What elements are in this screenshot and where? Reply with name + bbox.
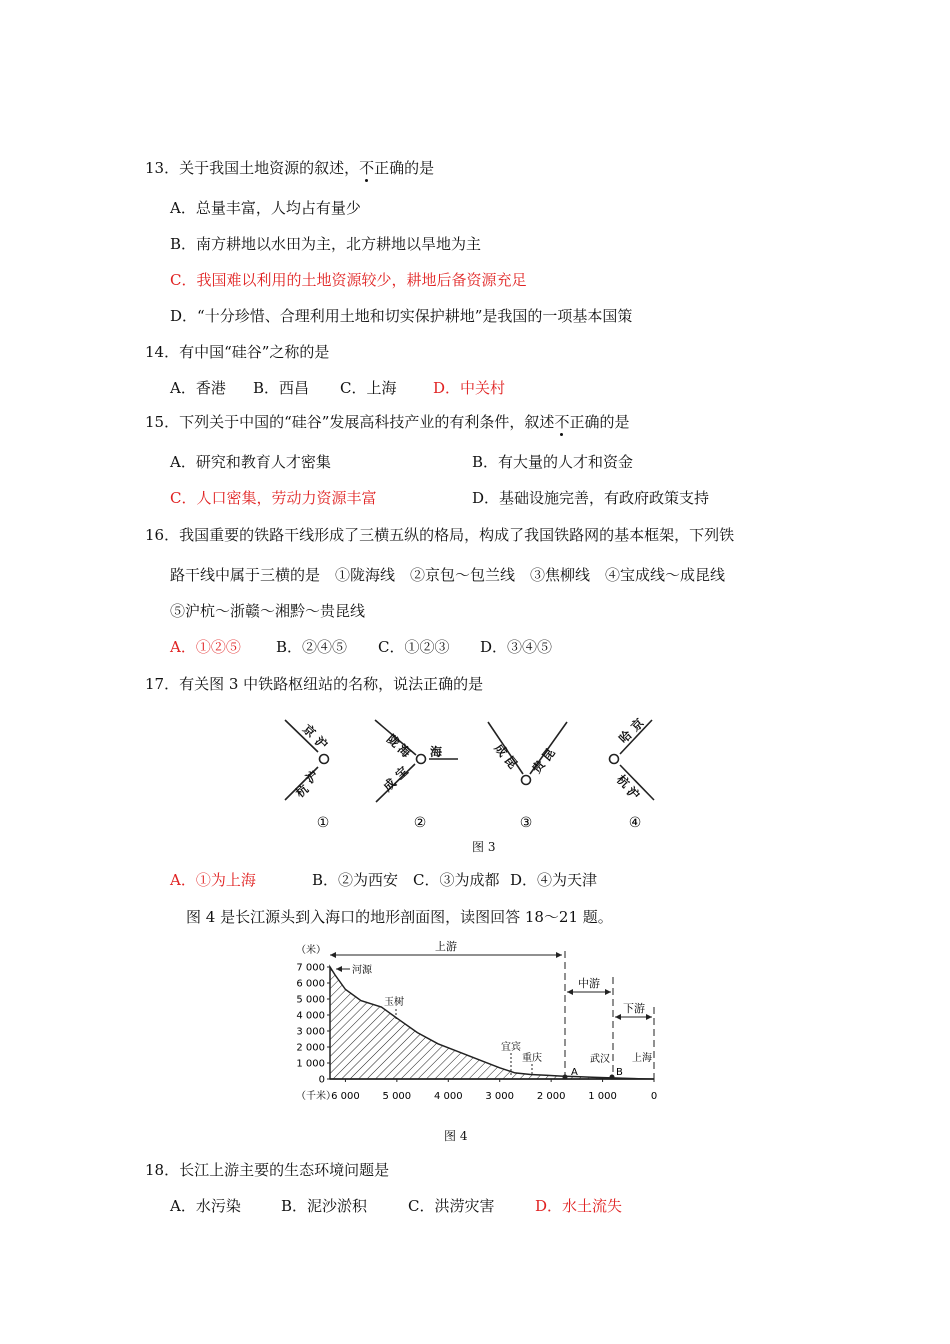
y-tick-label: 2 000	[296, 1042, 325, 1054]
point-b-marker	[610, 1075, 615, 1080]
railway-junction-figure	[280, 712, 670, 837]
y-axis-ticks	[296, 963, 330, 1086]
x-tick-label: 5 000	[382, 1091, 412, 1102]
y-tick-label: 5 000	[296, 994, 325, 1006]
x-tick-label: 2 000	[536, 1091, 566, 1102]
q14-option-b: B．西昌	[253, 379, 310, 397]
chart-ylabel: （米）	[296, 945, 326, 956]
j3-label-4: 昆	[539, 745, 558, 764]
section-middle: 中游	[578, 977, 600, 990]
chart-xlabel: （千米）	[296, 1091, 336, 1102]
q14-stem: 14．有中国“硅谷”之称的是	[145, 343, 330, 361]
upper-arrow-left-head	[330, 952, 336, 958]
figure-3-caption: 图 3	[472, 840, 496, 854]
section-lower: 下游	[623, 1002, 645, 1015]
q16-option-c: C．①②③	[378, 638, 450, 656]
q16-stem-line3: ⑤沪杭～浙赣～湘黔～贵昆线	[170, 602, 366, 620]
q17-option-a: A．①为上海	[170, 871, 256, 889]
q16-stem-line1: 16．我国重要的铁路干线形成了三横五纵的格局，构成了我国铁路网的基本框架，下列铁	[145, 526, 735, 544]
j1-label-2: 沪	[311, 733, 331, 753]
label-point-a: A	[571, 1067, 578, 1078]
q16-option-d: D．③④⑤	[480, 638, 553, 656]
q16-option-a: A．①②⑤	[170, 638, 241, 656]
q17-option-b: B．②为西安	[312, 871, 399, 889]
x-tick-label: 4 000	[433, 1091, 463, 1102]
j4-label-3: 杭	[613, 772, 633, 791]
j3-number: ③	[519, 815, 533, 831]
q18-option-c: C．洪涝灾害	[408, 1197, 495, 1215]
section-upper: 上游	[435, 940, 457, 953]
x-tick-label: 3 000	[485, 1091, 515, 1102]
q14-option-a: A．香港	[170, 379, 226, 397]
q15-option-d: D．基础设施完善，有政府政策支持	[472, 489, 710, 507]
y-tick-label: 4 000	[296, 1010, 325, 1022]
x-tick-label: 1 000	[588, 1091, 617, 1102]
lower-arrow-right-head	[646, 1014, 652, 1020]
j2-label-3: 海	[430, 745, 443, 759]
j2-label-1: 陇	[383, 731, 403, 751]
y-tick-label: 0	[318, 1074, 325, 1086]
q14-option-c: C．上海	[340, 379, 397, 397]
middle-arrow-right-head	[605, 989, 611, 995]
q15-option-a: A．研究和教育人才密集	[170, 453, 331, 471]
y-tick-label: 7 000	[296, 962, 325, 974]
q17-option-c: C．③为成都	[413, 871, 500, 889]
j4-label-4: 沪	[623, 784, 643, 803]
j4-label-1: 京	[628, 715, 647, 735]
j4-number: ④	[628, 815, 642, 831]
q18-option-b: B．泥沙淤积	[281, 1197, 368, 1215]
q15-option-b: B．有大量的人才和资金	[472, 453, 634, 471]
j2-label-2: 海	[394, 741, 414, 761]
y-tick-label: 6 000	[296, 978, 325, 990]
q17-option-d: D．④为天津	[510, 871, 598, 889]
q17-stem: 17．有关图 3 中铁路枢纽站的名称，说法正确的是	[145, 675, 484, 693]
q15-emphasis: 不	[554, 413, 570, 431]
q13-emphasis: 不	[359, 159, 375, 177]
y-tick-label: 3 000	[296, 1026, 325, 1038]
j1-label-4: 杭	[292, 781, 312, 801]
middle-arrow-left-head	[567, 989, 573, 995]
j2-label-5: 成	[380, 775, 399, 795]
q18-option-d: D．水土流失	[535, 1197, 623, 1215]
q13-option-d: D．“十分珍惜、合理利用土地和切实保护耕地”是我国的一项基本国策	[170, 307, 633, 325]
j2-number: ②	[413, 815, 427, 831]
j4-label-2: 哈	[616, 727, 635, 747]
label-shanghai: 上海	[632, 1053, 652, 1064]
yangtze-profile-chart	[288, 937, 660, 1107]
intro-18-21: 图 4 是长江源头到入海口的地形剖面图，读图回答 18～21 题。	[186, 908, 613, 926]
q16-stem-line2: 路干线中属于三横的是 ①陇海线 ②京包～包兰线 ③焦柳线 ④宝成线～成昆线	[170, 566, 726, 584]
j3-label-3: 贵	[529, 757, 548, 776]
label-yibin: 宜宾	[501, 1042, 521, 1053]
label-wuhan: 武汉	[590, 1054, 610, 1065]
q18-stem: 18．长江上游主要的生态环境问题是	[145, 1161, 390, 1179]
j1-number: ①	[316, 815, 330, 831]
label-yushu: 玉树	[384, 997, 404, 1008]
x-tick-label: 0	[650, 1091, 658, 1102]
q15-option-c: C．人口密集，劳动力资源丰富	[170, 489, 377, 507]
q13-option-a: A．总量丰富，人均占有量少	[170, 199, 361, 217]
figure-4-caption: 图 4	[444, 1129, 468, 1143]
y-tick-label: 1 000	[296, 1058, 325, 1070]
label-point-b: B	[616, 1067, 623, 1078]
j2-label-4: 宝	[392, 763, 411, 783]
q13-option-b: B．南方耕地以水田为主，北方耕地以旱地为主	[170, 235, 482, 253]
x-axis-ticks	[331, 1079, 657, 1102]
q16-option-b: B．②④⑤	[276, 638, 348, 656]
j1-label-3: 沪	[302, 767, 322, 787]
j1-label-1: 京	[299, 721, 319, 741]
q18-option-a: A．水污染	[170, 1197, 241, 1215]
q14-option-d: D．中关村	[433, 379, 506, 397]
upper-arrow-right-head	[556, 952, 562, 958]
q15-stem: 15．下列关于中国的“硅谷”发展高科技产业的有利条件，叙述不正确的是	[145, 413, 630, 431]
j3-label-1: 成	[491, 741, 511, 760]
q13-option-c: C．我国难以利用的土地资源较少，耕地后备资源充足	[170, 271, 527, 289]
label-chongqing: 重庆	[522, 1053, 542, 1064]
x-tick-label: 6 000	[331, 1091, 360, 1102]
label-source: 河源	[352, 965, 372, 976]
point-a-marker	[563, 1075, 568, 1080]
j3-label-2: 昆	[501, 753, 521, 772]
source-pointer-head	[336, 966, 342, 972]
lower-arrow-left-head	[615, 1014, 621, 1020]
q13-stem: 13．关于我国土地资源的叙述，不正确的是	[145, 159, 435, 177]
